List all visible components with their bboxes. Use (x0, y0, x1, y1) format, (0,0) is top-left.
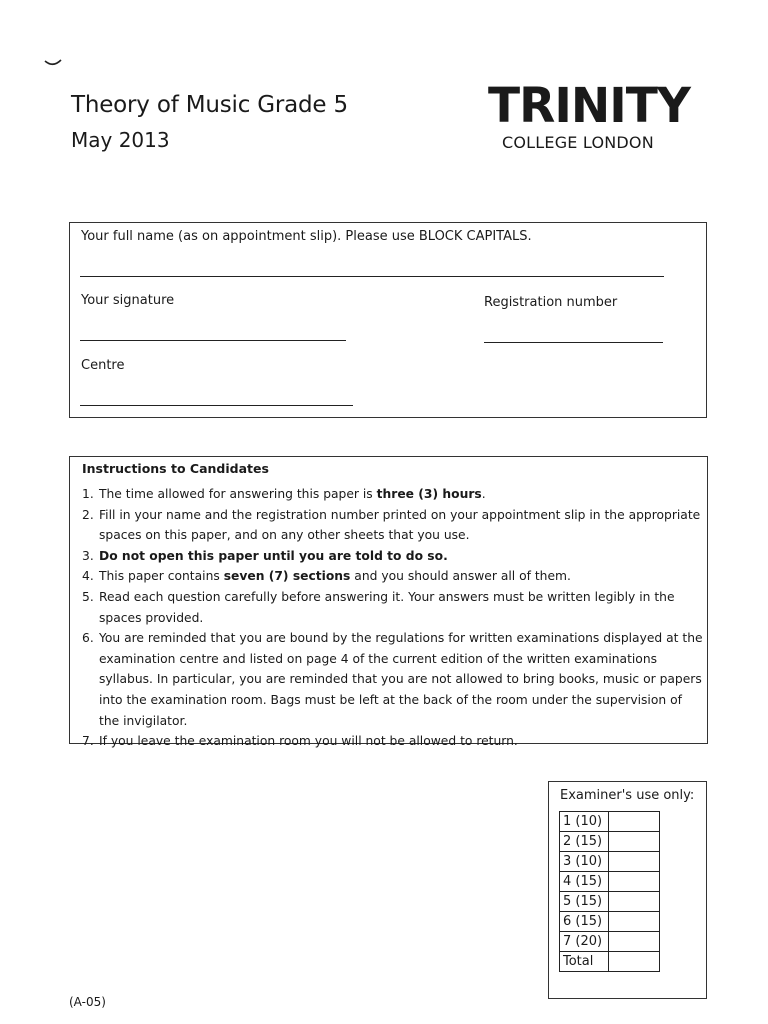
instructions-list (82, 484, 704, 752)
section-mark-label: 4 (15) (560, 872, 609, 892)
signature-field[interactable] (80, 340, 346, 341)
section-mark-label: 2 (15) (560, 832, 609, 852)
total-score-cell[interactable] (609, 952, 660, 972)
full-name-field[interactable] (80, 276, 664, 277)
section-mark-label: 7 (20) (560, 932, 609, 952)
section-mark-label: 1 (10) (560, 812, 609, 832)
table-row (560, 812, 660, 832)
total-label: Total (560, 952, 609, 972)
centre-field[interactable] (80, 405, 353, 406)
full-name-label: Your full name (as on appointment slip). Please use BLOCK CAPITALS. (81, 229, 532, 244)
pen-mark-icon (44, 58, 62, 68)
table-row (560, 892, 660, 912)
section-mark-label: 3 (10) (560, 852, 609, 872)
score-cell[interactable] (609, 872, 660, 892)
instruction-item: 6. You are reminded that you are bound by the regulations for written examinations displayed at the examination centre and listed on page 4 of the current edition of the written examinations syllabus. In particular, you are reminded that you are not allowed to bring books, music or papers into the examination room. Bags must be left at the back of the room under the supervision of the invigilator. (82, 631, 703, 728)
instruction-item: 1. The time allowed for answering this paper is three (3) hours. (82, 487, 486, 501)
instruction-item: 3. Do not open this paper until you are told to do so. (82, 548, 448, 563)
examiner-use-title: Examiner's use only: (560, 788, 695, 803)
table-row (560, 952, 660, 972)
paper-code: (A-05) (69, 995, 106, 1009)
instruction-item: 4. This paper contains seven (7) sections and you should answer all of them. (82, 569, 571, 584)
exam-date: May 2013 (71, 128, 170, 152)
examiner-use-box (548, 781, 707, 999)
score-cell[interactable] (609, 932, 660, 952)
instructions-heading: Instructions to Candidates (82, 461, 269, 476)
instructions-box (69, 456, 708, 749)
candidate-details-box (69, 222, 707, 418)
table-row (560, 912, 660, 932)
instruction-item: 7. If you leave the examination room you will not be allowed to return. (82, 734, 518, 749)
table-row (560, 832, 660, 852)
section-mark-label: 5 (15) (560, 892, 609, 912)
score-cell[interactable] (609, 912, 660, 932)
instruction-item: 5. Read each question carefully before answering it. Your answers must be written legibly in the spaces provided. (82, 589, 675, 625)
table-row (560, 872, 660, 892)
centre-label: Centre (81, 358, 125, 373)
trinity-logo-subtitle: COLLEGE LONDON (502, 133, 654, 152)
score-cell[interactable] (609, 852, 660, 872)
trinity-logo: TRINITY (488, 78, 690, 134)
score-cell[interactable] (609, 812, 660, 832)
score-table (559, 811, 660, 972)
score-cell[interactable] (609, 892, 660, 912)
table-row (560, 852, 660, 872)
page-title: Theory of Music Grade 5 (71, 92, 348, 118)
instruction-item: 2. Fill in your name and the registration number printed on your appointment slip in the appropriate spaces on this paper, and on any other sheets that you use. (82, 507, 701, 543)
registration-number-label: Registration number (484, 295, 618, 310)
registration-number-field[interactable] (484, 342, 663, 343)
score-cell[interactable] (609, 832, 660, 852)
table-row (560, 932, 660, 952)
section-mark-label: 6 (15) (560, 912, 609, 932)
signature-label: Your signature (81, 293, 175, 308)
